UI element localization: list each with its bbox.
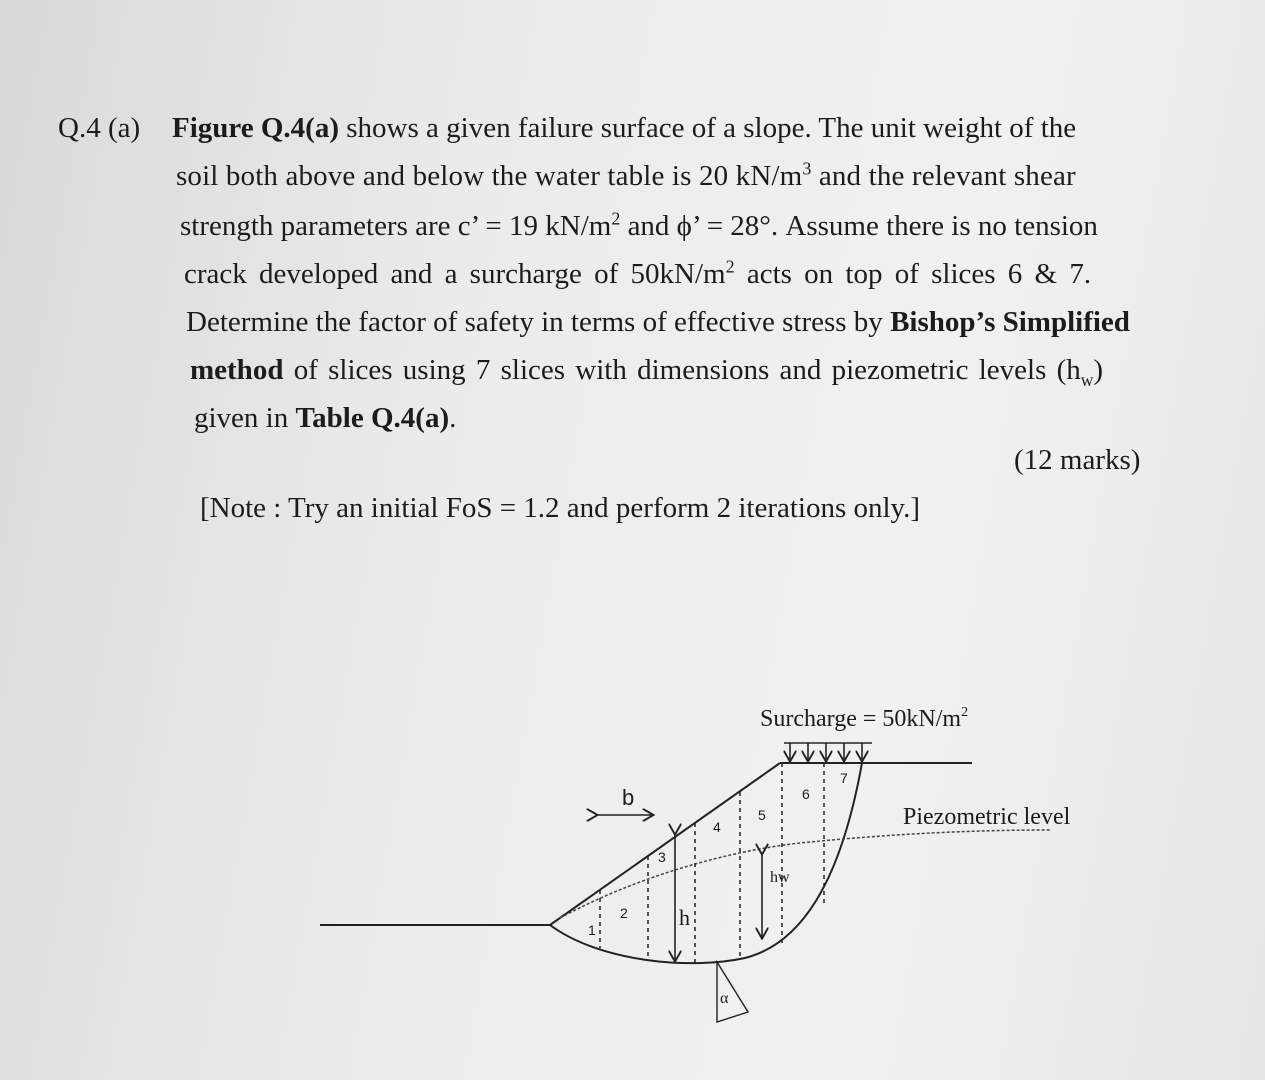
slice-label: 7 bbox=[840, 770, 848, 786]
question-line-4: crack developed and a surcharge of $50kN/m^2$ acts on top of slices 6 & 7. bbox=[184, 256, 1092, 290]
question-line-7: given in Table Q.4(a). bbox=[194, 402, 457, 434]
note-text: [Note : Try an initial FoS = 1.2 and perform 2 iterations only.] bbox=[200, 492, 921, 524]
slice-label: 6 bbox=[802, 786, 810, 802]
alpha-label: α bbox=[720, 990, 729, 1007]
method-name: Bishop’s Simplified bbox=[890, 306, 1130, 338]
failure-surface bbox=[550, 763, 862, 963]
question-line-3: strength parameters are c’ = 19 $kN/m^2$ and ϕ’ = 28°. Assume there is no tension bbox=[180, 208, 1098, 242]
slice-label: 2 bbox=[620, 905, 628, 921]
question-line-1: Figure Q.4(a) shows a given failure surface of a slope. The unit weight of the bbox=[172, 112, 1077, 144]
slice-label: 1 bbox=[588, 922, 596, 938]
b-label: b bbox=[622, 785, 635, 810]
surcharge-label: Surcharge = $50kN/m^2$ bbox=[760, 705, 969, 732]
figure-ref: Figure Q.4(a) bbox=[172, 112, 339, 144]
piezometric-line bbox=[560, 830, 1050, 918]
piezometric-label: Piezometric level bbox=[903, 804, 1071, 830]
surcharge-arrows bbox=[784, 743, 872, 760]
table-ref: Table Q.4(a) bbox=[295, 402, 450, 434]
slope-face-line bbox=[550, 763, 780, 925]
question-line-6: method of slices using 7 slices with dimensions and piezometric levels $(h_w)$ bbox=[190, 354, 1104, 390]
question-number: Q.4 (a) bbox=[58, 112, 141, 144]
hw-label: hw bbox=[770, 869, 790, 886]
slice-label: 3 bbox=[658, 849, 666, 865]
slice-label: 5 bbox=[758, 807, 766, 823]
slice-label: 4 bbox=[713, 819, 721, 835]
marks-label: (12 marks) bbox=[1014, 444, 1141, 476]
h-label: h bbox=[679, 905, 690, 930]
question-line-5: Determine the factor of safety in terms of effective stress by Bishop’s Simplified bbox=[186, 306, 1130, 338]
question-line-2: soil both above and below the water table is 20 $kN/m^3$ and the relevant shear bbox=[176, 158, 1076, 192]
